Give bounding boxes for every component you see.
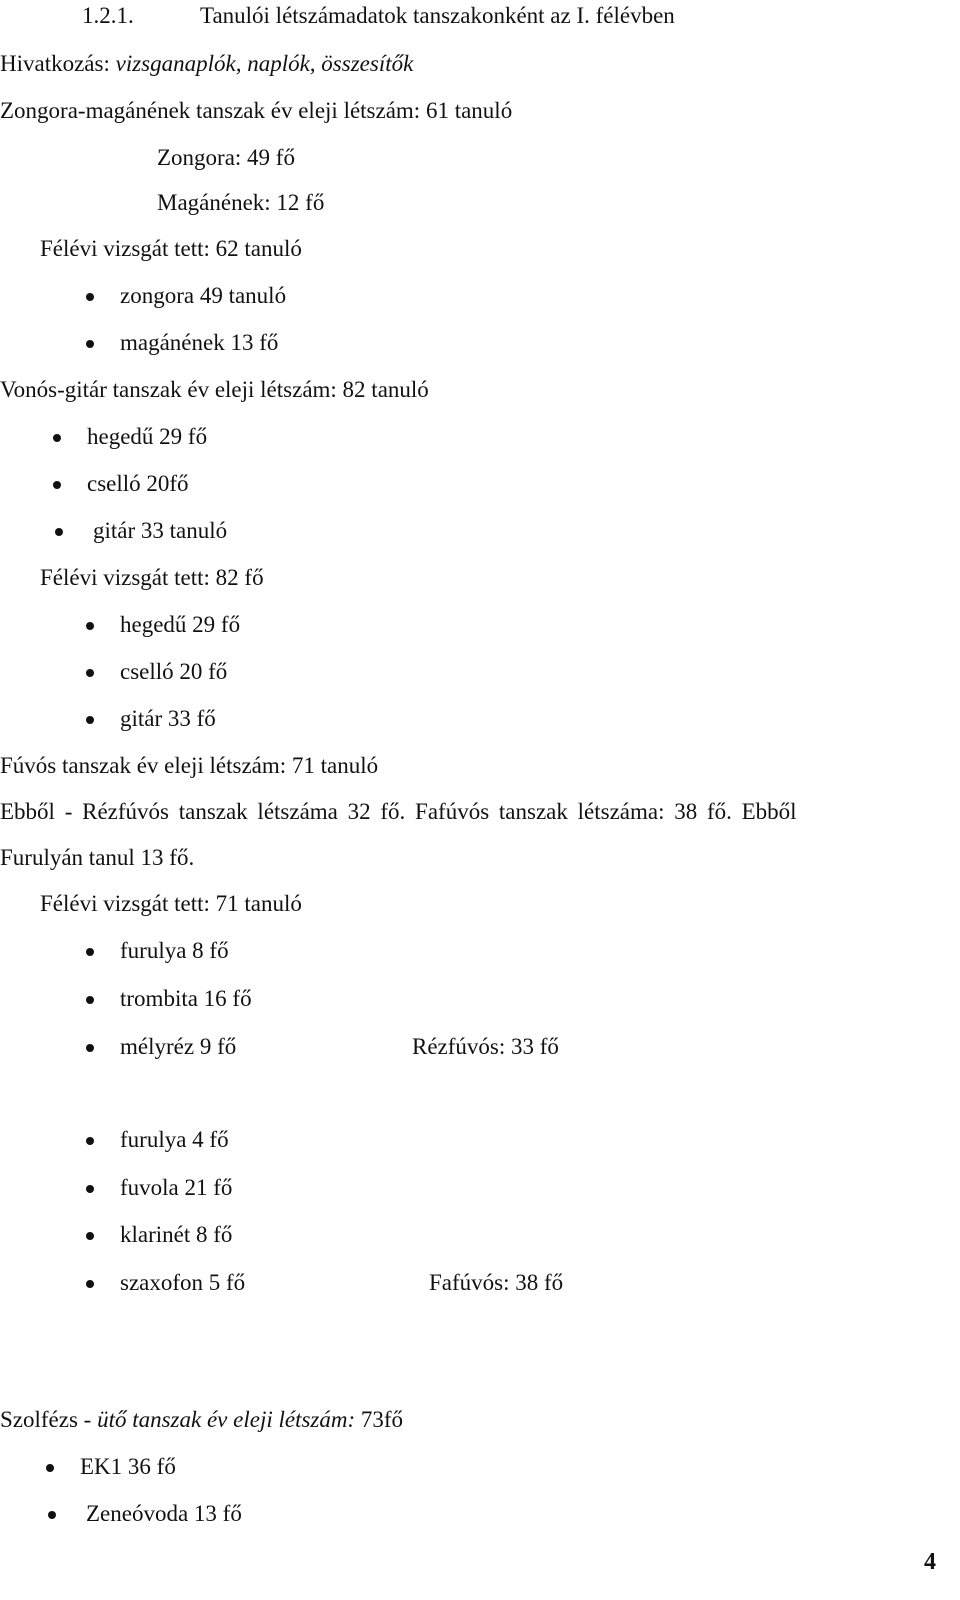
- list-item: furulya 4 fő: [120, 1127, 229, 1152]
- list-item: furulya 8 fő: [120, 938, 229, 963]
- reference-label: Hivatkozás:: [0, 51, 116, 76]
- list-item: szaxofon 5 fő: [120, 1270, 246, 1295]
- list-item: trombita 16 fő: [120, 986, 252, 1011]
- zongora-sub-piano: Zongora: 49 fő: [157, 145, 295, 170]
- list-item: EK1 36 fő: [80, 1454, 176, 1479]
- list-item: hegedű 29 fő: [120, 612, 241, 637]
- wood-total: Fafúvós: 38 fő: [429, 1270, 564, 1295]
- list-item: magánének 13 fő: [120, 330, 279, 355]
- szolfezs-prefix: Szolfézs -: [0, 1407, 98, 1432]
- section-number: 1.2.1.: [82, 3, 134, 28]
- list-item: mélyréz 9 fő: [120, 1034, 237, 1059]
- fuvos-exam: Félévi vizsgát tett: 71 tanuló: [40, 891, 302, 916]
- szolfezs-intro: [0, 1406, 403, 1434]
- list-item: zongora 49 tanuló: [120, 283, 287, 308]
- vonos-intro: Vonós-gitár tanszak év eleji létszám: 82 tanuló: [0, 377, 429, 402]
- szolfezs-italic: ütő tanszak év eleji létszám:: [97, 1407, 356, 1432]
- zongora-sub-voice: Magánének: 12 fő: [157, 190, 325, 215]
- reference-line: [0, 50, 413, 78]
- list-item: gitár 33 fő: [120, 706, 216, 731]
- fuvos-paragraph-line2: Furulyán tanul 13 fő.: [0, 845, 195, 870]
- list-item: Zeneóvoda 13 fő: [86, 1501, 242, 1526]
- list-item: fuvola 21 fő: [120, 1175, 233, 1200]
- list-item: hegedű 29 fő: [87, 424, 208, 449]
- fuvos-intro: Fúvós tanszak év eleji létszám: 71 tanuló: [0, 753, 379, 778]
- zongora-intro: Zongora-magánének tanszak év eleji létszám: 61 tanuló: [0, 98, 513, 123]
- list-item: gitár 33 tanuló: [93, 518, 228, 543]
- vonos-exam: Félévi vizsgát tett: 82 fő: [40, 565, 264, 590]
- section-title: Tanulói létszámadatok tanszakonként az I. félévben: [200, 3, 675, 28]
- list-item: cselló 20fő: [87, 471, 189, 496]
- list-item: klarinét 8 fő: [120, 1222, 233, 1247]
- zongora-exam: Félévi vizsgát tett: 62 tanuló: [40, 236, 302, 261]
- fuvos-paragraph-line1: Ebből - Rézfúvós tanszak létszáma 32 fő. Fafúvós tanszak létszáma: 38 fő. Ebből: [0, 799, 797, 824]
- reference-sources: vizsganaplók, naplók, összesítők: [115, 51, 414, 76]
- brass-total: Rézfúvós: 33 fő: [412, 1034, 559, 1059]
- list-item: cselló 20 fő: [120, 659, 228, 684]
- page-number: 4: [924, 1549, 936, 1575]
- szolfezs-count: 73fő: [355, 1407, 404, 1432]
